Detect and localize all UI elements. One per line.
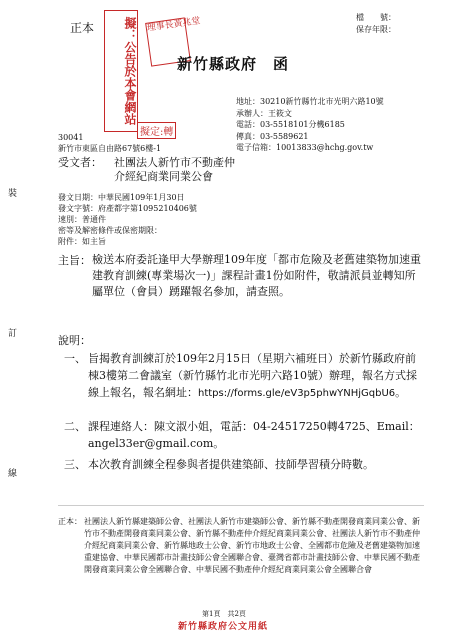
retention-label: 保存年限：: [356, 25, 396, 34]
contact-fax: 傳真：03-5589621: [236, 131, 309, 141]
copy-type: 正本: [70, 21, 95, 35]
explanation-item-2: [64, 418, 424, 452]
explanation-label: 說明：: [58, 334, 91, 347]
item-tail: 。: [395, 386, 407, 399]
margin-mark-line: 線: [8, 469, 18, 479]
chairman-seal: 理事長黃兆堂: [145, 17, 191, 66]
issue-info: [58, 192, 197, 247]
subject-text: 檢送本府委託逢甲大學辦理109年度「都市危險及老舊建築物加速重建教育訓練(專業場次一)」課程計畫1份如附件，敬請派員並轉知所屬單位（會員）踴躍報名參加，請查照。: [92, 253, 421, 298]
contact-phone: 電話：03-5518101分機6185: [236, 120, 345, 129]
paper-name: 新竹縣政府公文用紙: [178, 622, 269, 632]
margin-mark-bind: 裝: [8, 189, 18, 199]
item-number: 三、: [64, 458, 86, 471]
issue-attachment: 附件：如主旨: [58, 237, 106, 246]
item-number: 一、: [64, 352, 86, 365]
posting-stamp: 擬：公告於本會網站: [104, 10, 138, 132]
item-text: 課程連絡人：陳文淑小姐，電話：04-24517250轉4725、Email：angel33er@gmail.com。: [88, 420, 420, 450]
issue-number: 發文字號：府產都字第1095210406號: [58, 204, 197, 213]
recipient-label: 受文者：: [58, 156, 102, 169]
recipient-name-1: 社團法人新竹市不動產仲: [114, 156, 235, 169]
contact-email: 電子信箱：10013833@hchg.gov.tw: [236, 143, 374, 152]
issue-security: 密等及解密條件或保密期限：: [58, 226, 162, 235]
explanation-item-3: [64, 456, 424, 473]
file-meta: [340, 12, 396, 36]
subject-label: 主旨：: [58, 254, 91, 267]
recipient-zip: 30041: [58, 133, 84, 142]
page-number: 第1頁 共2頁: [202, 610, 246, 618]
recipient-name-2: 介經紀商業同業公會: [114, 170, 213, 183]
copies-list: 社團法人新竹縣建築師公會、社團法人新竹市建築師公會、新竹縣不動產開發商業同業公會、新竹市不動產開發商業同業公會、新竹縣不動產仲介經紀商業同業公會、社團法人新竹市不動產仲介經紀商業同業公會、新竹縣地政士公會、新竹市地政士公會、全國都市危險及老舊建築物加速重建協會、中華民國都市計畫技師公會全國聯合會、臺灣省都市計畫技師公會、中華民國不動產開發商業同業公會全國聯合會、中華民國不動產仲介經紀商業同業公會全國聯合會: [84, 517, 420, 574]
agency-title: 新竹縣政府 函: [177, 55, 290, 73]
divider: [58, 505, 424, 506]
contact-handler: 承辦人：王筱文: [236, 108, 292, 118]
recipient-address: [58, 132, 161, 154]
file-no-label: 檔 號：: [356, 13, 396, 22]
issue-date: 發文日期：中華民國109年1月30日: [58, 193, 185, 202]
item-text: 旨揭教育訓練訂於109年2月15日（星期六補班日）於新竹縣政府前棟3樓第二會議室（新竹縣竹北市光明六路10號）辦理，報名方式採線上報名，報名網址：: [88, 352, 417, 399]
item-text: 本次教育訓練全程參與者提供建築師、技師學習積分時數。: [88, 458, 374, 471]
approval-stamp: 擬定:轉: [137, 122, 176, 139]
contact-block: [236, 96, 384, 154]
margin-mark-staple: 訂: [8, 329, 18, 339]
copies-label: 正本：: [58, 517, 82, 526]
contact-address: 地址：30210新竹縣竹北市光明六路10號: [236, 97, 384, 106]
registration-link[interactable]: https://forms.gle/eV3p5phwYNHjGqbU6: [198, 388, 396, 399]
item-number: 二、: [64, 420, 86, 433]
explanation-item-1: [64, 350, 424, 402]
recipient: [58, 156, 235, 184]
recipient-addr: 新竹市東區自由路67號6樓-1: [58, 144, 162, 153]
issue-speed: 速別：普通件: [58, 215, 106, 224]
